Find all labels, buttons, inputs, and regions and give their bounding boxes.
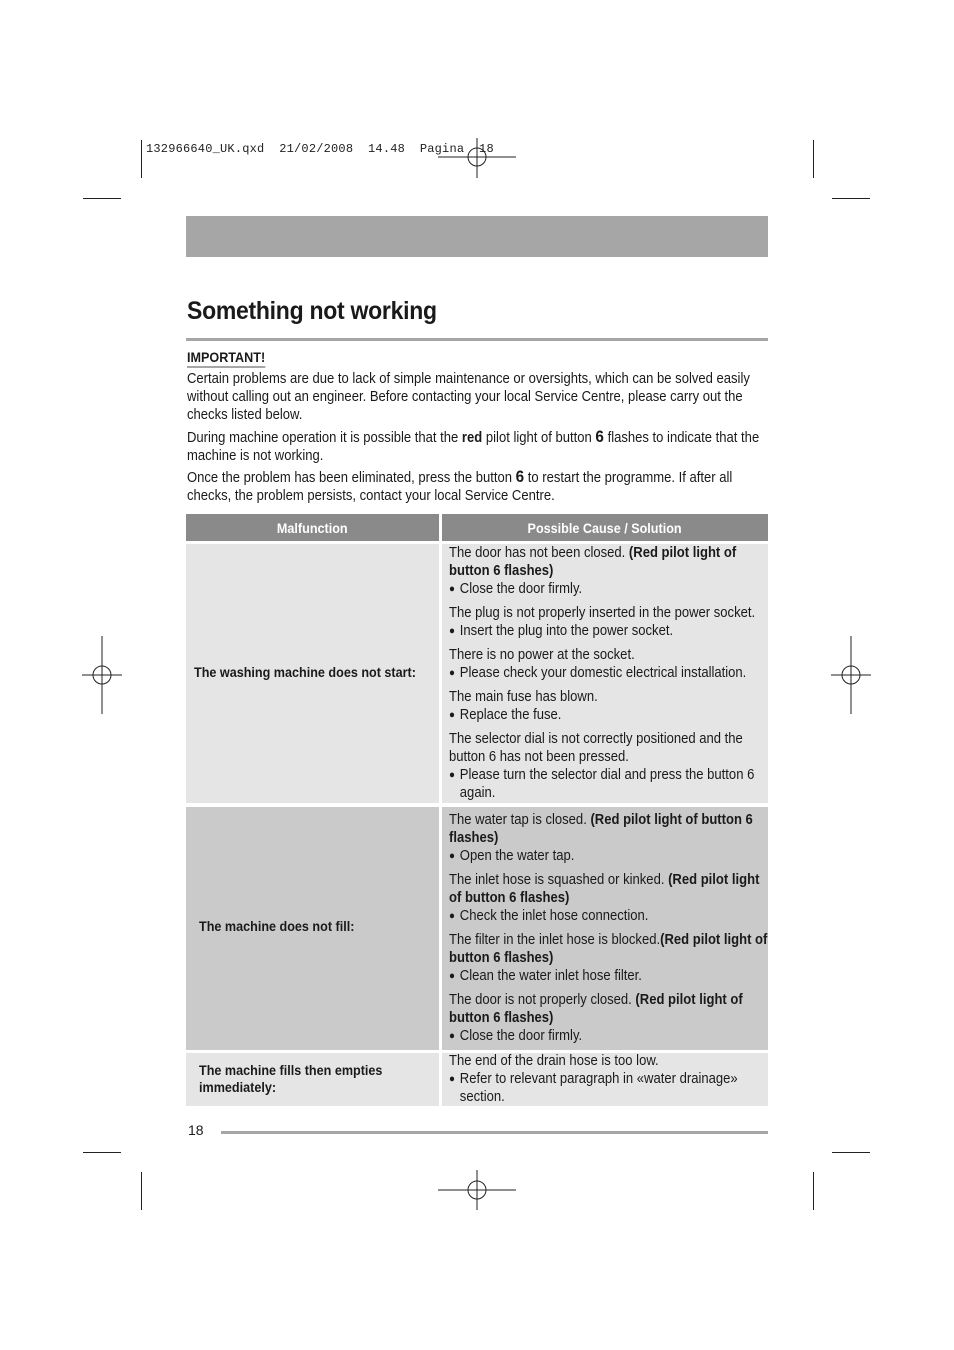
bullet-icon: ●	[449, 1030, 455, 1042]
bullet-icon: ●	[449, 970, 455, 982]
malfunction-label: The washing machine does not start:	[194, 664, 416, 680]
bullet-icon: ●	[449, 1073, 455, 1085]
crop-mark	[832, 1152, 870, 1153]
registration-mark-icon	[438, 136, 516, 178]
intro-paragraph-3: Once the problem has been eliminated, press the button 6 to restart the programme. If after all checks, the problem persists, contact your local Service Centre.	[187, 467, 733, 504]
cause-item: The filter in the inlet hose is blocked.(Red pilot light of button 6 flashes) ● Clean the water inlet hose filter.	[449, 932, 768, 984]
cause-item: The selector dial is not correctly positioned and the button 6 has not been pressed. ● Please turn the selector dial and press the button 6 again.	[449, 731, 755, 801]
cause-item: The water tap is closed. (Red pilot light of button 6 flashes) ● Open the water tap.	[449, 812, 753, 864]
bullet-icon: ●	[449, 625, 455, 637]
crop-mark	[832, 198, 870, 199]
bullet-icon: ●	[449, 709, 455, 721]
section-band	[186, 216, 768, 257]
cause-item: There is no power at the socket. ● Please check your domestic electrical installation.	[449, 647, 747, 681]
crop-mark	[813, 140, 814, 178]
registration-mark-icon	[831, 636, 871, 714]
bullet-icon: ●	[449, 910, 455, 922]
intro-paragraph-2: During machine operation it is possible that the red pilot light of button 6 flashes to indicate that the machine is not working.	[187, 427, 760, 464]
table-header-malfunction: Malfunction	[186, 514, 439, 541]
important-label: IMPORTANT!	[187, 349, 265, 368]
cause-item: The main fuse has blown. ● Replace the fuse.	[449, 689, 598, 723]
cause-item: The inlet hose is squashed or kinked. (Red pilot light of button 6 flashes) ● Check the inlet hose connection.	[449, 872, 760, 924]
intro-paragraph-1: Certain problems are due to lack of simple maintenance or oversights, which can be solved easily without calling out an engineer. Before contacting your local Service Centre, please carry out the checks listed below.	[187, 371, 750, 423]
bullet-icon: ●	[449, 667, 455, 679]
crop-mark	[813, 1172, 814, 1210]
page-title: Something not working	[187, 297, 437, 325]
bullet-icon: ●	[449, 850, 455, 862]
crop-mark	[141, 1172, 142, 1210]
cause-list	[449, 811, 769, 1045]
title-divider	[186, 338, 768, 341]
page-number: 18	[188, 1122, 204, 1138]
print-slug: 132966640_UK.qxd 21/02/2008 14.48 Pagina 18	[146, 142, 494, 156]
footer-divider	[221, 1131, 768, 1134]
cause-item: The door is not properly closed. (Red pilot light of button 6 flashes) ● Close the door firmly.	[449, 992, 743, 1044]
crop-mark	[83, 1152, 121, 1153]
registration-mark-icon	[438, 1170, 516, 1210]
cause-item: The plug is not properly inserted in the power socket. ● Insert the plug into the power socket.	[449, 605, 756, 639]
cause-list	[449, 1052, 769, 1106]
bullet-icon: ●	[449, 583, 455, 595]
registration-mark-icon	[82, 636, 122, 714]
crop-mark	[141, 140, 142, 178]
cause-item: The door has not been closed. (Red pilot light of button 6 flashes) ● Close the door firmly.	[449, 545, 737, 597]
cause-list	[449, 544, 769, 802]
cause-item: The end of the drain hose is too low. ● Refer to relevant paragraph in «water drainage» section.	[449, 1053, 738, 1105]
crop-mark	[83, 198, 121, 199]
bullet-icon: ●	[449, 769, 455, 781]
malfunction-label: The machine does not fill:	[199, 918, 355, 934]
table-header-cause-solution: Possible Cause / Solution	[442, 514, 768, 541]
malfunction-label: The machine fills then empties immediately:	[199, 1062, 383, 1095]
